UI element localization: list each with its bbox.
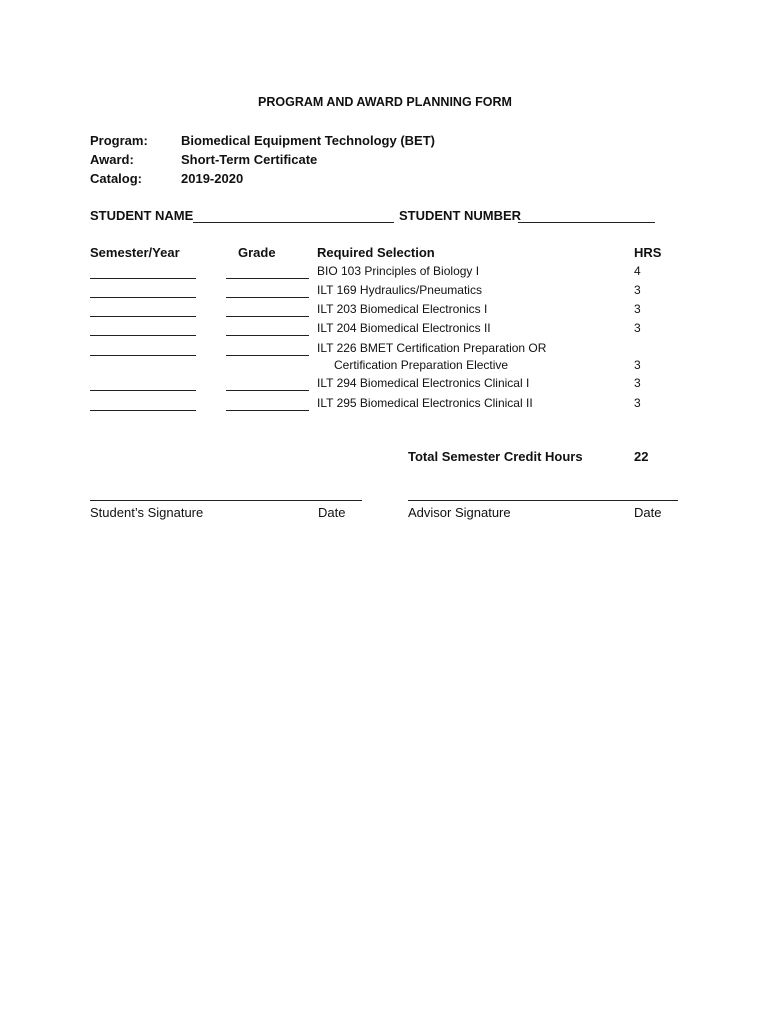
student-signature-line[interactable] [90, 500, 362, 501]
required-selection-header: Required Selection [317, 245, 435, 260]
student-name-label: STUDENT NAME [90, 208, 194, 223]
semester-field[interactable] [90, 335, 196, 336]
course-hrs: 3 [634, 302, 641, 316]
semester-field[interactable] [90, 410, 196, 411]
course-hrs: 3 [634, 358, 641, 372]
grade-field[interactable] [226, 335, 309, 336]
student-number-field[interactable] [518, 222, 655, 223]
course-name: ILT 226 BMET Certification Preparation OR [317, 341, 547, 355]
grade-field[interactable] [226, 297, 309, 298]
hrs-header: HRS [634, 245, 662, 260]
course-hrs: 4 [634, 264, 641, 278]
grade-field[interactable] [226, 355, 309, 356]
semester-field[interactable] [90, 297, 196, 298]
advisor-signature-line[interactable] [408, 500, 678, 501]
form-title: PROGRAM AND AWARD PLANNING FORM [258, 95, 512, 109]
course-name: BIO 103 Principles of Biology I [317, 264, 480, 278]
course-hrs: 3 [634, 396, 641, 410]
catalog-label: Catalog: [90, 171, 142, 186]
student-name-field[interactable] [193, 222, 394, 223]
course-name-continued: Certification Preparation Elective [334, 358, 509, 372]
student-date-label: Date [318, 505, 346, 520]
total-credit-hours-value: 22 [634, 449, 649, 464]
course-hrs: 3 [634, 283, 641, 297]
semester-field[interactable] [90, 355, 196, 356]
course-hrs: 3 [634, 321, 641, 335]
grade-field[interactable] [226, 316, 309, 317]
total-credit-hours-label: Total Semester Credit Hours [408, 449, 583, 464]
catalog-value: 2019-2020 [181, 171, 244, 186]
course-name: ILT 169 Hydraulics/Pneumatics [317, 283, 482, 297]
semester-field[interactable] [90, 390, 196, 391]
course-name: ILT 203 Biomedical Electronics I [317, 302, 488, 316]
semester-field[interactable] [90, 316, 196, 317]
grade-field[interactable] [226, 410, 309, 411]
course-name: ILT 204 Biomedical Electronics II [317, 321, 491, 335]
grade-field[interactable] [226, 278, 309, 279]
student-signature-label: Student’s Signature [90, 505, 204, 520]
course-name: ILT 295 Biomedical Electronics Clinical II [317, 396, 533, 410]
course-hrs: 3 [634, 376, 641, 390]
advisor-date-label: Date [634, 505, 662, 520]
award-label: Award: [90, 152, 134, 167]
grade-field[interactable] [226, 390, 309, 391]
semester-field[interactable] [90, 278, 196, 279]
semester-year-header: Semester/Year [90, 245, 180, 260]
award-value: Short-Term Certificate [181, 152, 318, 167]
grade-header: Grade [238, 245, 276, 260]
program-label: Program: [90, 133, 148, 148]
course-name: ILT 294 Biomedical Electronics Clinical I [317, 376, 530, 390]
student-number-label: STUDENT NUMBER [399, 208, 522, 223]
program-value: Biomedical Equipment Technology (BET) [181, 133, 435, 148]
advisor-signature-label: Advisor Signature [408, 505, 511, 520]
